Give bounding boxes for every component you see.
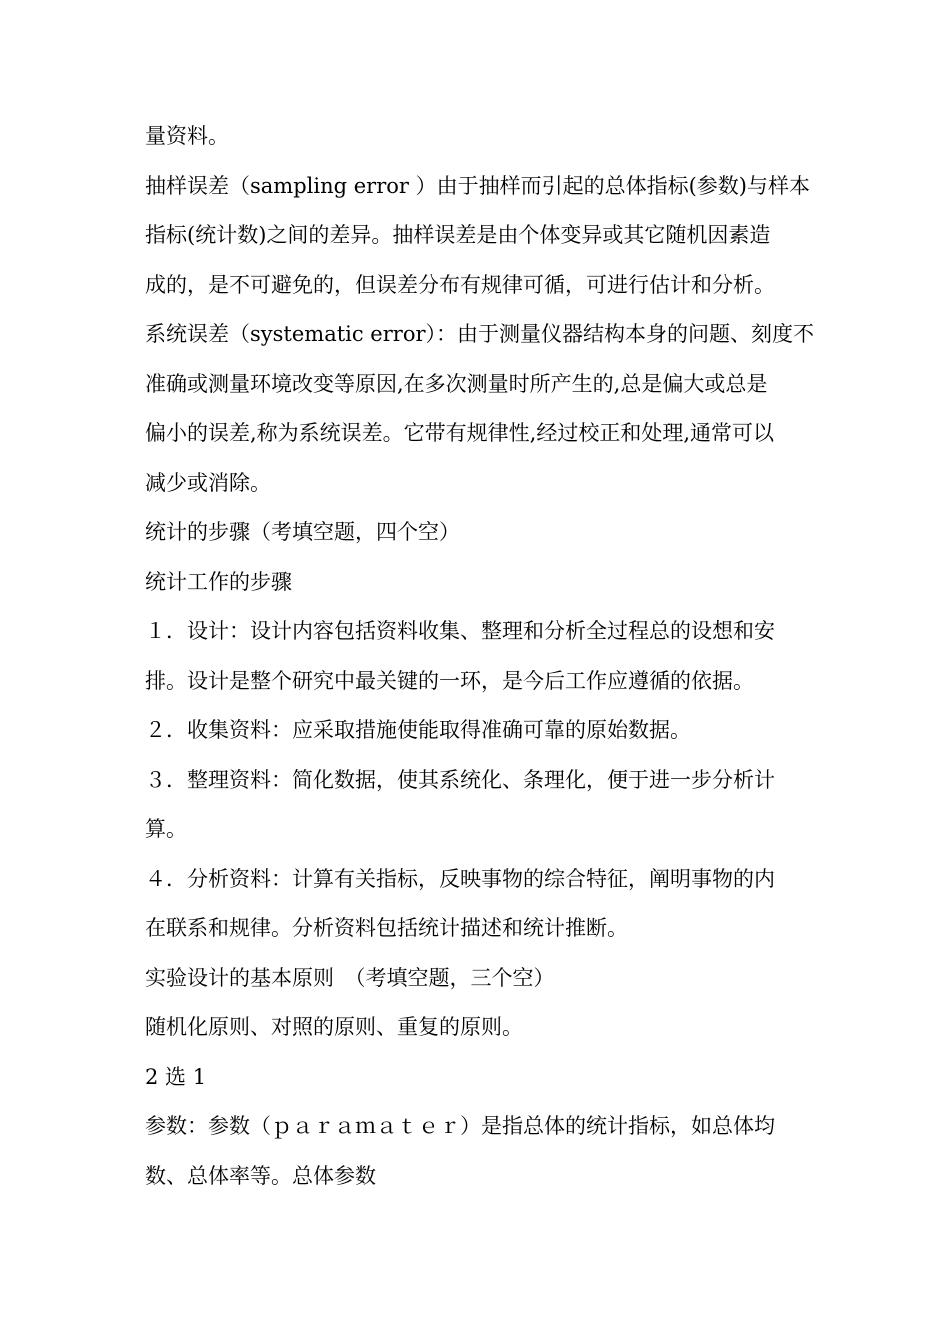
list-item: ２．收集资料：应采取措施使能取得准确可靠的原始数据。 (145, 718, 691, 742)
text-line: 量资料。 (145, 124, 229, 148)
document-body (145, 112, 820, 1201)
section-heading: 2 选 1 (145, 1064, 207, 1089)
text-line: 成的，是不可避免的，但误差分布有规律可循，可进行估计和分析。 (145, 272, 775, 297)
text-line: 参数：参数（ｐａｒａｍａｔｅｒ）是指总体的统计指标，如总体均 (145, 1114, 775, 1138)
text-line: 准确或测量环境改变等原因,在多次测量时所产生的,总是偏大或总是 (145, 371, 768, 396)
text-line: 抽样误差（sampling error ）由于抽样而引起的总体指标(参数)与样本 (145, 173, 810, 198)
list-item-continuation: 排。设计是整个研究中最关键的一环，是今后工作应遵循的依据。 (145, 668, 754, 693)
list-item: ３．整理资料：简化数据，使其系统化、条理化，便于进一步分析计 (145, 767, 775, 792)
list-item: １．设计：设计内容包括资料收集、整理和分析全过程总的设想和安 (145, 619, 775, 643)
section-heading: 实验设计的基本原则 （考填空题，三个空） (145, 965, 555, 990)
text-line: 系统误差（systematic error）：由于测量仪器结构本身的问题、刻度不 (145, 322, 814, 346)
section-heading: 统计的步骤（考填空题，四个空） (145, 520, 460, 544)
section-heading: 统计工作的步骤 (145, 569, 292, 594)
text-line: 随机化原则、对照的原则、重复的原则。 (145, 1015, 523, 1039)
text-line: 指标(统计数)之间的差异。抽样误差是由个体变异或其它随机因素造 (145, 223, 771, 247)
list-item: ４．分析资料：计算有关指标，反映事物的综合特征，阐明事物的内 (145, 866, 775, 891)
text-line: 偏小的误差,称为系统误差。它带有规律性,经过校正和处理,通常可以 (145, 421, 775, 445)
list-item-continuation: 算。 (145, 817, 187, 841)
list-item-continuation: 在联系和规律。分析资料包括统计描述和统计推断。 (145, 916, 628, 940)
text-line: 减少或消除。 (145, 470, 271, 495)
text-line: 数、总体率等。总体参数 (145, 1163, 376, 1188)
